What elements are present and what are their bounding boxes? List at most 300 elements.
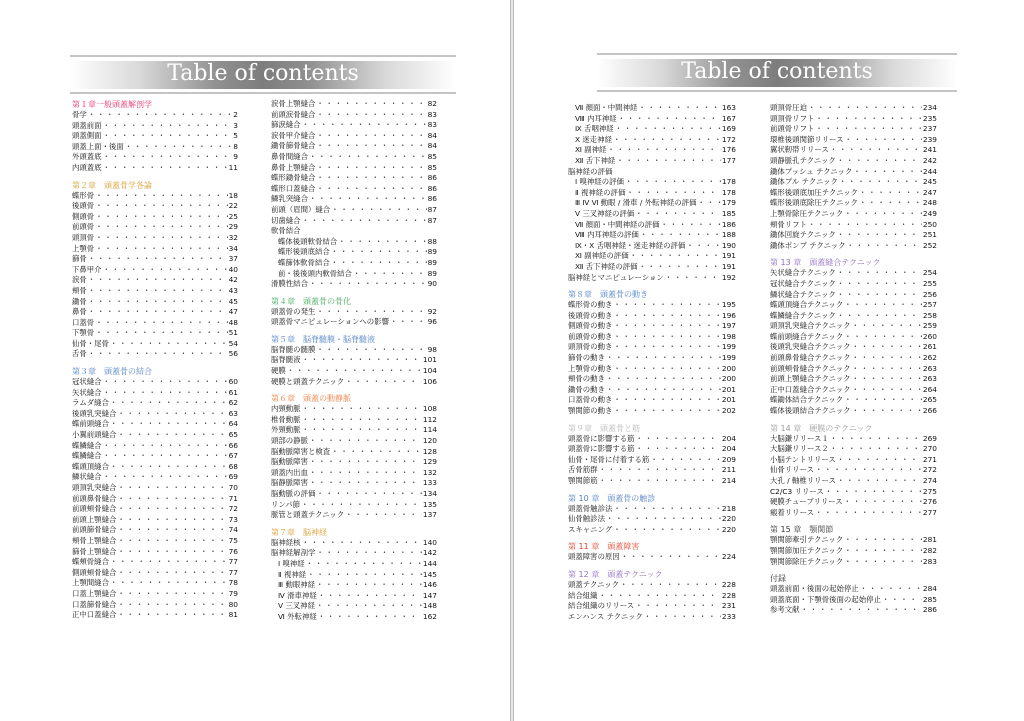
- entry-label: 後頭乳突縫合: [72, 408, 117, 418]
- dot-leader: [882, 595, 922, 606]
- dot-leader: [837, 290, 922, 301]
- page-number: 228: [721, 590, 736, 600]
- chapter-heading: 第２章 頭蓋骨学各論: [72, 180, 152, 190]
- toc-entry: [72, 275, 238, 286]
- toc-entry: [271, 425, 437, 436]
- page-number: 255: [922, 278, 937, 288]
- toc-entry: [568, 321, 736, 332]
- dot-leader: [638, 103, 721, 114]
- page-number: 73: [228, 514, 238, 524]
- toc-entry: [271, 447, 437, 458]
- page-number: 263: [922, 363, 937, 373]
- toc-entry: [770, 497, 937, 508]
- page-number: 270: [922, 444, 937, 454]
- page-number: 272: [922, 465, 937, 475]
- entry-label: 蝶鱗縫合: [72, 451, 102, 461]
- toc-entry: [271, 591, 437, 602]
- dot-leader: [110, 578, 228, 589]
- toc-entry: [72, 525, 238, 536]
- dot-leader: [606, 374, 721, 385]
- page-number: 147: [422, 590, 437, 600]
- page-number: 283: [922, 556, 937, 566]
- entry-label: Ⅻ 舌下神経: [575, 155, 616, 165]
- entry-label: 骨学: [72, 110, 87, 119]
- entry-label: 前頭骨の動き: [568, 331, 613, 341]
- dot-leader: [859, 188, 922, 199]
- page-number: 128: [422, 446, 437, 456]
- dot-leader: [638, 262, 720, 273]
- entry-label: 頭蓋テクニック: [568, 579, 619, 589]
- entry-label: 小翼前頭縫合: [72, 430, 117, 440]
- toc-entry: [770, 188, 937, 199]
- entry-label: 頭蓋前面: [72, 120, 102, 130]
- entry-label: C2/C3 リリース: [770, 486, 824, 496]
- toc-entry: [72, 568, 238, 579]
- entry-label: 頭頂乳突縫合: [72, 483, 117, 492]
- dot-leader: [103, 451, 228, 462]
- toc-entry: [770, 535, 937, 546]
- dot-leader: [117, 483, 227, 494]
- entry-label: 環椎後頭関節リリース: [770, 134, 844, 144]
- dot-leader: [837, 156, 922, 167]
- page-number: 201: [721, 395, 736, 405]
- dot-leader: [309, 468, 422, 479]
- entry-label: 冠状縫合テクニック: [770, 278, 836, 288]
- page-number: 250: [922, 219, 937, 229]
- dot-leader: [621, 552, 721, 563]
- entry-label: 後頭骨の動き: [568, 310, 613, 320]
- entry-label: 脳脊髄液: [271, 355, 301, 365]
- page-number: 120: [422, 436, 437, 446]
- dot-leader: [103, 265, 228, 276]
- page-number: 89: [427, 268, 437, 278]
- page-number: 137: [422, 510, 437, 520]
- page-number: 196: [721, 310, 736, 320]
- page-number: 191: [721, 251, 736, 261]
- toc-entry: [568, 114, 736, 125]
- toc-entry: [72, 297, 238, 308]
- toc-entry: [568, 156, 736, 167]
- page-number: 172: [721, 134, 736, 144]
- dot-leader: [852, 385, 922, 396]
- page-number: 68: [228, 461, 238, 471]
- page-number: 54: [228, 338, 238, 348]
- dot-leader: [316, 184, 426, 195]
- toc-entry: [271, 580, 437, 591]
- entry-label: 脳動脈の評価: [271, 489, 316, 498]
- entry-label: Ⅸ 舌咽神経: [575, 124, 614, 134]
- page-number: 252: [922, 240, 937, 250]
- entry-label: Ⅱ 視神経: [278, 569, 307, 579]
- dot-leader: [844, 395, 922, 406]
- toc-entry: [271, 152, 437, 163]
- dot-leader: [844, 209, 922, 220]
- entry-label: 涙骨: [72, 275, 87, 285]
- entry-label: Ⅳ 滑車神経: [278, 590, 317, 600]
- toc-entry: [568, 612, 736, 623]
- page-number: 34: [228, 243, 238, 253]
- entry-label: 涙骨甲介縫合: [271, 130, 316, 140]
- entry-label: 頭蓋内出血: [271, 467, 308, 477]
- page-number: 286: [922, 605, 937, 615]
- dot-leader: [316, 601, 422, 612]
- entry-label: 頬骨の動き: [568, 374, 605, 384]
- page-number: 228: [721, 579, 736, 589]
- dot-leader: [613, 311, 721, 322]
- page-number: 142: [422, 548, 437, 558]
- entry-label: Ⅷ 内耳神経: [575, 113, 617, 123]
- page-number: 177: [721, 155, 736, 165]
- toc-entry: [568, 591, 736, 602]
- page-number: 133: [422, 478, 437, 488]
- page-number: 178: [721, 187, 736, 197]
- toc-entry: [72, 409, 238, 420]
- entry-label: 硬膜チューブリリース: [770, 497, 843, 507]
- dot-leader: [117, 409, 227, 420]
- toc-entry: [770, 476, 937, 487]
- page-number: 239: [922, 134, 937, 144]
- entry-label: 滑膜性結合: [271, 279, 308, 289]
- page-number: 260: [922, 331, 937, 341]
- toc-entry: [568, 395, 736, 406]
- page-number: 220: [721, 514, 736, 524]
- dot-leader: [110, 557, 228, 568]
- dot-leader: [316, 110, 426, 121]
- chapter-heading: 第 15 章 顎関節: [770, 525, 834, 535]
- page-number: 51: [228, 328, 238, 338]
- dot-leader: [815, 114, 922, 125]
- dot-leader: [309, 152, 427, 163]
- toc-entry: [72, 244, 238, 255]
- entry-label: 仙骨・尾骨に付着する筋: [568, 454, 650, 464]
- toc-entry: [770, 434, 937, 445]
- page-number: 67: [228, 451, 238, 461]
- entry-label: 蝶篩体軟骨結合: [278, 257, 330, 267]
- dot-leader: [302, 355, 422, 366]
- entry-label: 前頭上顎縫合: [72, 514, 117, 524]
- dot-leader: [117, 525, 227, 536]
- toc-entry: [72, 578, 238, 589]
- toc-entry: [770, 135, 937, 146]
- page-number: 5: [233, 131, 238, 141]
- entry-label: 正中口蓋縫合: [72, 610, 117, 620]
- toc-entry: [568, 230, 736, 241]
- toc-entry: [770, 374, 937, 385]
- toc-entry: [72, 191, 238, 202]
- toc-banner: [70, 55, 456, 90]
- toc-entry: [271, 131, 437, 142]
- page-number: 88: [427, 236, 437, 246]
- entry-label: 鋤体プル テクニック: [770, 177, 838, 187]
- page-number: 251: [922, 230, 937, 240]
- page-number: 186: [721, 219, 736, 229]
- dot-leader: [852, 374, 922, 385]
- entry-label: Ⅹ 迷走神経: [575, 134, 612, 144]
- dot-leader: [830, 434, 922, 445]
- toc-entry: [568, 124, 736, 135]
- dot-leader: [837, 311, 922, 322]
- dot-leader: [636, 444, 721, 455]
- toc-entry: [568, 135, 736, 146]
- page-number: 282: [922, 545, 937, 555]
- dot-leader: [117, 504, 227, 515]
- toc-entry: [568, 525, 736, 536]
- page-number: 244: [922, 166, 937, 176]
- dot-leader: [95, 233, 227, 244]
- toc-entry: [770, 268, 937, 279]
- entry-label: エンハンス テクニック: [568, 611, 643, 621]
- dot-leader: [847, 241, 922, 252]
- dot-leader: [640, 230, 721, 241]
- page-number: 163: [721, 103, 736, 112]
- page-number: 266: [922, 406, 937, 416]
- dot-leader: [599, 591, 721, 602]
- entry-label: 篩涙縫合: [271, 120, 301, 130]
- page-number: 269: [922, 433, 937, 443]
- entry-label: 脳脊髄の髄膜: [271, 344, 316, 354]
- entry-label: 側頭骨の動き: [568, 321, 613, 331]
- toc-entry: [568, 251, 736, 262]
- page-number: 233: [721, 611, 736, 621]
- entry-label: Ⅺ 副神経: [575, 145, 607, 155]
- entry-label: 側頭骨: [72, 211, 95, 221]
- dot-leader: [331, 447, 422, 458]
- toc-entry: [271, 141, 437, 152]
- entry-label: 前頭上顎縫合テクニック: [770, 374, 851, 384]
- page-number: 37: [228, 254, 238, 264]
- toc-entry: [72, 483, 238, 494]
- entry-label: 前頭鼻骨縫合テクニック: [770, 353, 851, 363]
- page-number: 69: [228, 472, 238, 482]
- dot-leader: [110, 462, 228, 473]
- page-number: 2: [233, 110, 238, 119]
- page-number: 89: [427, 257, 437, 267]
- entry-label: 鱗状縫合: [72, 472, 102, 482]
- toc-entry: [271, 237, 437, 248]
- chapter-heading: 第９章 頭蓋骨と筋: [568, 423, 640, 433]
- dot-leader: [635, 601, 721, 612]
- entry-label: 前頭骨: [72, 222, 95, 232]
- dot-leader: [837, 268, 922, 279]
- toc-entry: [72, 419, 238, 430]
- entry-label: 前頭鼻骨縫合: [72, 493, 117, 503]
- dot-leader: [845, 135, 922, 146]
- page-number: 101: [422, 355, 437, 365]
- entry-label: 蝶形後頭底結合: [278, 247, 330, 257]
- page-number: 235: [922, 113, 937, 123]
- dot-leader: [613, 342, 721, 353]
- entry-label: 篩骨: [72, 254, 87, 264]
- toc-entry: [72, 462, 238, 473]
- toc-banner: [597, 53, 957, 88]
- entry-label: 矢状縫合テクニック: [770, 268, 836, 278]
- toc-entry: [72, 265, 238, 276]
- entry-label: 硬膜と頭蓋テクニック: [271, 376, 345, 386]
- page-number: 248: [922, 198, 937, 208]
- entry-label: 前頭（眉間）縫合: [271, 204, 331, 214]
- page-number: 188: [721, 230, 736, 240]
- page-number: 76: [228, 546, 238, 556]
- dot-leader: [287, 366, 422, 377]
- toc-entry: [72, 131, 238, 142]
- toc-entry: [770, 546, 937, 557]
- page-number: 276: [922, 497, 937, 507]
- entry-label: 脳動脈障害と検査: [271, 446, 331, 456]
- entry-label: リンパ節: [271, 499, 301, 509]
- toc-entry: [72, 430, 238, 441]
- toc-subheading: 脳神経の評価: [568, 166, 613, 176]
- dot-leader: [661, 220, 721, 231]
- toc-entry: [271, 247, 437, 258]
- dot-leader: [110, 398, 228, 409]
- toc-entry: [568, 273, 736, 284]
- dot-leader: [309, 194, 427, 205]
- toc-entry: [72, 349, 238, 360]
- entry-label: Ⅻ 舌下神経の評価: [575, 261, 638, 271]
- entry-label: 頭静脈孔テクニック: [770, 155, 836, 165]
- page-number: 40: [228, 264, 238, 274]
- entry-label: スキャニング: [568, 524, 613, 534]
- entry-label: Ⅷ 内耳神経の評価: [575, 230, 639, 240]
- entry-label: 蝶前頭縫合テクニック: [770, 331, 844, 341]
- dot-leader: [808, 103, 922, 114]
- entry-label: 前頭涙骨縫合: [271, 109, 316, 119]
- dot-leader: [117, 600, 227, 611]
- entry-label: 硬膜: [271, 366, 286, 376]
- toc-entry: [72, 201, 238, 212]
- entry-label: 脳神経核: [271, 537, 301, 547]
- dot-leader: [95, 212, 227, 223]
- chapter-heading: 第６章 頭蓋の動静脈: [271, 394, 351, 404]
- toc-entry: [568, 465, 736, 476]
- dot-leader: [302, 404, 422, 415]
- entry-label: 頭蓋骨マニピュレーションへの影響: [271, 317, 389, 327]
- dot-leader: [844, 497, 922, 508]
- page-number: 271: [922, 454, 937, 464]
- toc-column: [770, 103, 937, 616]
- entry-label: 頭蓋骨の発生: [271, 306, 316, 316]
- entry-label: 頭蓋上面・後面: [72, 141, 124, 151]
- dot-leader: [103, 121, 233, 132]
- entry-label: 舌骨筋群: [568, 465, 598, 475]
- entry-label: 頬骨リフト: [770, 219, 807, 229]
- page-number: 8: [233, 141, 238, 151]
- dot-leader: [844, 535, 922, 546]
- page-number: 204: [721, 444, 736, 454]
- page-number: 104: [422, 366, 437, 376]
- toc-entry: [770, 364, 937, 375]
- page-number: 199: [721, 342, 736, 352]
- entry-label: 蝶鋤体結合テクニック: [770, 395, 844, 405]
- page-number: 108: [422, 404, 437, 414]
- entry-label: 蝶体後頭軟骨結合: [278, 236, 338, 246]
- dot-leader: [95, 328, 227, 339]
- page-number: 190: [721, 240, 736, 250]
- page-number: 263: [922, 374, 937, 384]
- toc-entry: [568, 374, 736, 385]
- entry-label: 下鼻甲介: [72, 264, 102, 274]
- dot-leader: [316, 345, 426, 356]
- toc-entry: [72, 110, 238, 121]
- entry-label: 頭蓋骨に影響する筋: [568, 444, 635, 454]
- toc-entry: [568, 103, 736, 114]
- toc-entry: [568, 385, 736, 396]
- page-number: 277: [922, 507, 937, 517]
- page-number: 209: [721, 454, 736, 464]
- chapter-heading: 第８章 頭蓋骨の動き: [568, 290, 648, 300]
- toc-entry: [72, 557, 238, 568]
- toc-entry: [770, 220, 937, 231]
- entry-label: 冠状縫合: [72, 377, 102, 387]
- entry-label: Ⅴ 三叉神経の評価: [575, 208, 635, 218]
- chapter-heading: 第１章一般頭蓋解剖学: [72, 100, 152, 109]
- toc-entry: [72, 121, 238, 132]
- page-number: 285: [922, 594, 937, 604]
- entry-label: Ⅶ 顔面・中間神経の評価: [575, 219, 660, 229]
- dot-leader: [613, 321, 721, 332]
- dot-leader: [644, 612, 721, 623]
- toc-entry: [568, 514, 736, 525]
- toc-entry: [770, 395, 937, 406]
- entry-label: 頭頂骨の動き: [568, 342, 613, 352]
- page-number: 85: [427, 151, 437, 161]
- chapter-heading: 第３章 頭蓋骨の結合: [72, 367, 152, 377]
- toc-entry: [72, 212, 238, 223]
- toc-entry: [72, 163, 238, 174]
- entry-label: 蝶形後頭底除圧テクニック: [770, 198, 858, 208]
- dot-leader: [117, 494, 227, 505]
- page-number: 218: [721, 503, 736, 513]
- toc-entry: [568, 198, 736, 209]
- page-number: 245: [922, 177, 937, 187]
- toc-entry: [72, 451, 238, 462]
- toc-entry: [271, 478, 437, 489]
- dot-leader: [88, 110, 233, 121]
- toc-entry: [770, 487, 937, 498]
- dot-leader: [110, 419, 228, 430]
- entry-label: 蝶頭頂縫合: [72, 461, 109, 471]
- toc-entry: [271, 457, 437, 468]
- dot-leader: [316, 131, 426, 142]
- dot-leader: [88, 286, 228, 297]
- toc-entry: [271, 500, 437, 511]
- dot-leader: [618, 114, 721, 125]
- page-number: 83: [427, 120, 437, 130]
- dot-leader: [837, 230, 922, 241]
- page-number: 129: [422, 457, 437, 467]
- page-number: 77: [228, 557, 238, 567]
- dot-leader: [626, 188, 721, 199]
- page-number: 237: [922, 124, 937, 134]
- page-number: 70: [228, 483, 238, 492]
- entry-label: 頭蓋骨触診法: [568, 503, 613, 513]
- page-number: 42: [228, 275, 238, 285]
- page-number: 75: [228, 535, 238, 545]
- dot-leader: [103, 441, 228, 452]
- entry-label: 鋤骨の動き: [568, 384, 605, 394]
- entry-label: 頭蓋障害の原因: [568, 552, 620, 562]
- dot-leader: [852, 321, 922, 332]
- entry-label: Ⅰ 嗅神経の評価: [575, 177, 624, 187]
- entry-label: 頭頂骨圧迫: [770, 103, 807, 112]
- entry-label: Ⅰ 嗅神経: [278, 558, 305, 568]
- toc-entry: [271, 205, 437, 216]
- page-number: 169: [721, 124, 736, 134]
- chapter-heading: 第 10 章 頭蓋骨の触診: [568, 493, 656, 503]
- entry-label: 前・後後頭内軟骨結合: [278, 268, 352, 278]
- entry-label: 頭蓋前面・後面の起始停止: [770, 584, 859, 594]
- dot-leader: [606, 514, 721, 525]
